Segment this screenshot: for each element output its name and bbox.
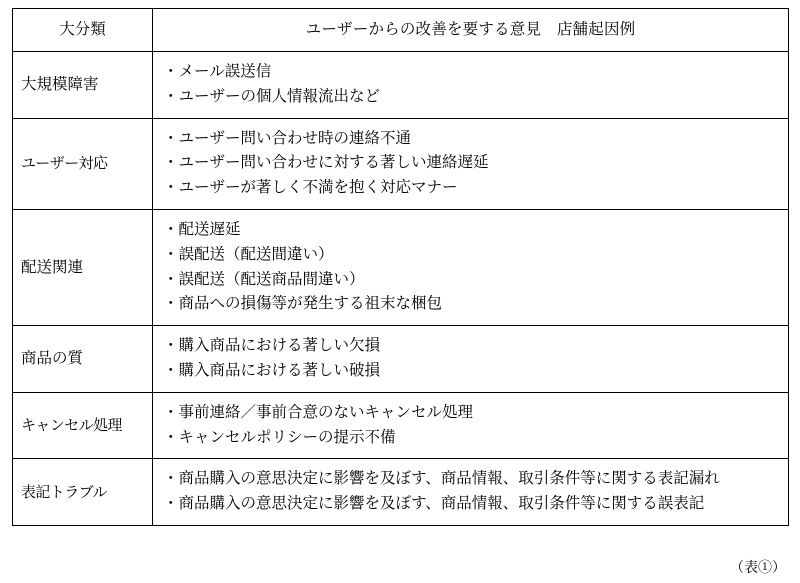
list-item: ・ユーザー問い合わせに対する著しい連絡遅延 — [163, 154, 489, 172]
cell-category: 商品の質 — [13, 326, 153, 393]
list-item: ・ユーザーの個人情報流出など — [163, 87, 381, 105]
column-header-description: ユーザーからの改善を要する意見 店舗起因例 — [153, 9, 789, 52]
description-list — [163, 127, 778, 201]
cell-description — [153, 210, 789, 326]
description-list — [163, 218, 778, 317]
cell-category: 表記トラブル — [13, 459, 153, 526]
list-item: ・購入商品における著しい破損 — [163, 361, 381, 379]
table-header — [13, 9, 789, 52]
description-list — [163, 334, 778, 384]
cell-category: キャンセル処理 — [13, 392, 153, 459]
list-item: ・メール誤送信 — [163, 63, 272, 81]
table-body — [13, 52, 789, 526]
cell-description — [153, 392, 789, 459]
description-list — [163, 401, 778, 451]
cell-category: 大規模障害 — [13, 52, 153, 119]
list-item: ・事前連絡／事前合意のないキャンセル処理 — [163, 403, 474, 421]
list-item: ・商品購入の意思決定に影響を及ぼす、商品情報、取引条件等に関する誤表記 — [163, 495, 705, 513]
list-item: ・商品購入の意思決定に影響を及ぼす、商品情報、取引条件等に関する表記漏れ — [163, 470, 720, 488]
cell-category: ユーザー対応 — [13, 118, 153, 209]
cell-category: 配送関連 — [13, 210, 153, 326]
list-item: ・配送遅延 — [163, 221, 241, 238]
improvement-opinions-table — [12, 8, 789, 526]
description-list — [163, 467, 778, 517]
table-row — [13, 459, 789, 526]
list-item: ・誤配送（配送間違い） — [163, 245, 334, 263]
cell-description — [153, 459, 789, 526]
list-item: ・商品への損傷等が発生する祖末な梱包 — [163, 295, 443, 313]
figure-label: （表①） — [730, 559, 786, 575]
table-row — [13, 326, 789, 393]
table-row — [13, 52, 789, 119]
cell-description — [153, 52, 789, 119]
cell-description — [153, 118, 789, 209]
table-row — [13, 210, 789, 326]
list-item: ・キャンセルポリシーの提示不備 — [163, 428, 396, 446]
column-header-category: 大分類 — [13, 9, 153, 52]
list-item: ・購入商品における著しい欠損 — [163, 337, 381, 355]
table-row — [13, 392, 789, 459]
list-item: ・ユーザー問い合わせ時の連絡不通 — [163, 129, 412, 147]
list-item: ・誤配送（配送商品間違い） — [163, 270, 365, 288]
table-header-row — [13, 9, 789, 52]
description-list — [163, 60, 778, 110]
list-item: ・ユーザーが著しく不満を抱く対応マナー — [163, 179, 458, 197]
table-row — [13, 118, 789, 209]
cell-description — [153, 326, 789, 393]
